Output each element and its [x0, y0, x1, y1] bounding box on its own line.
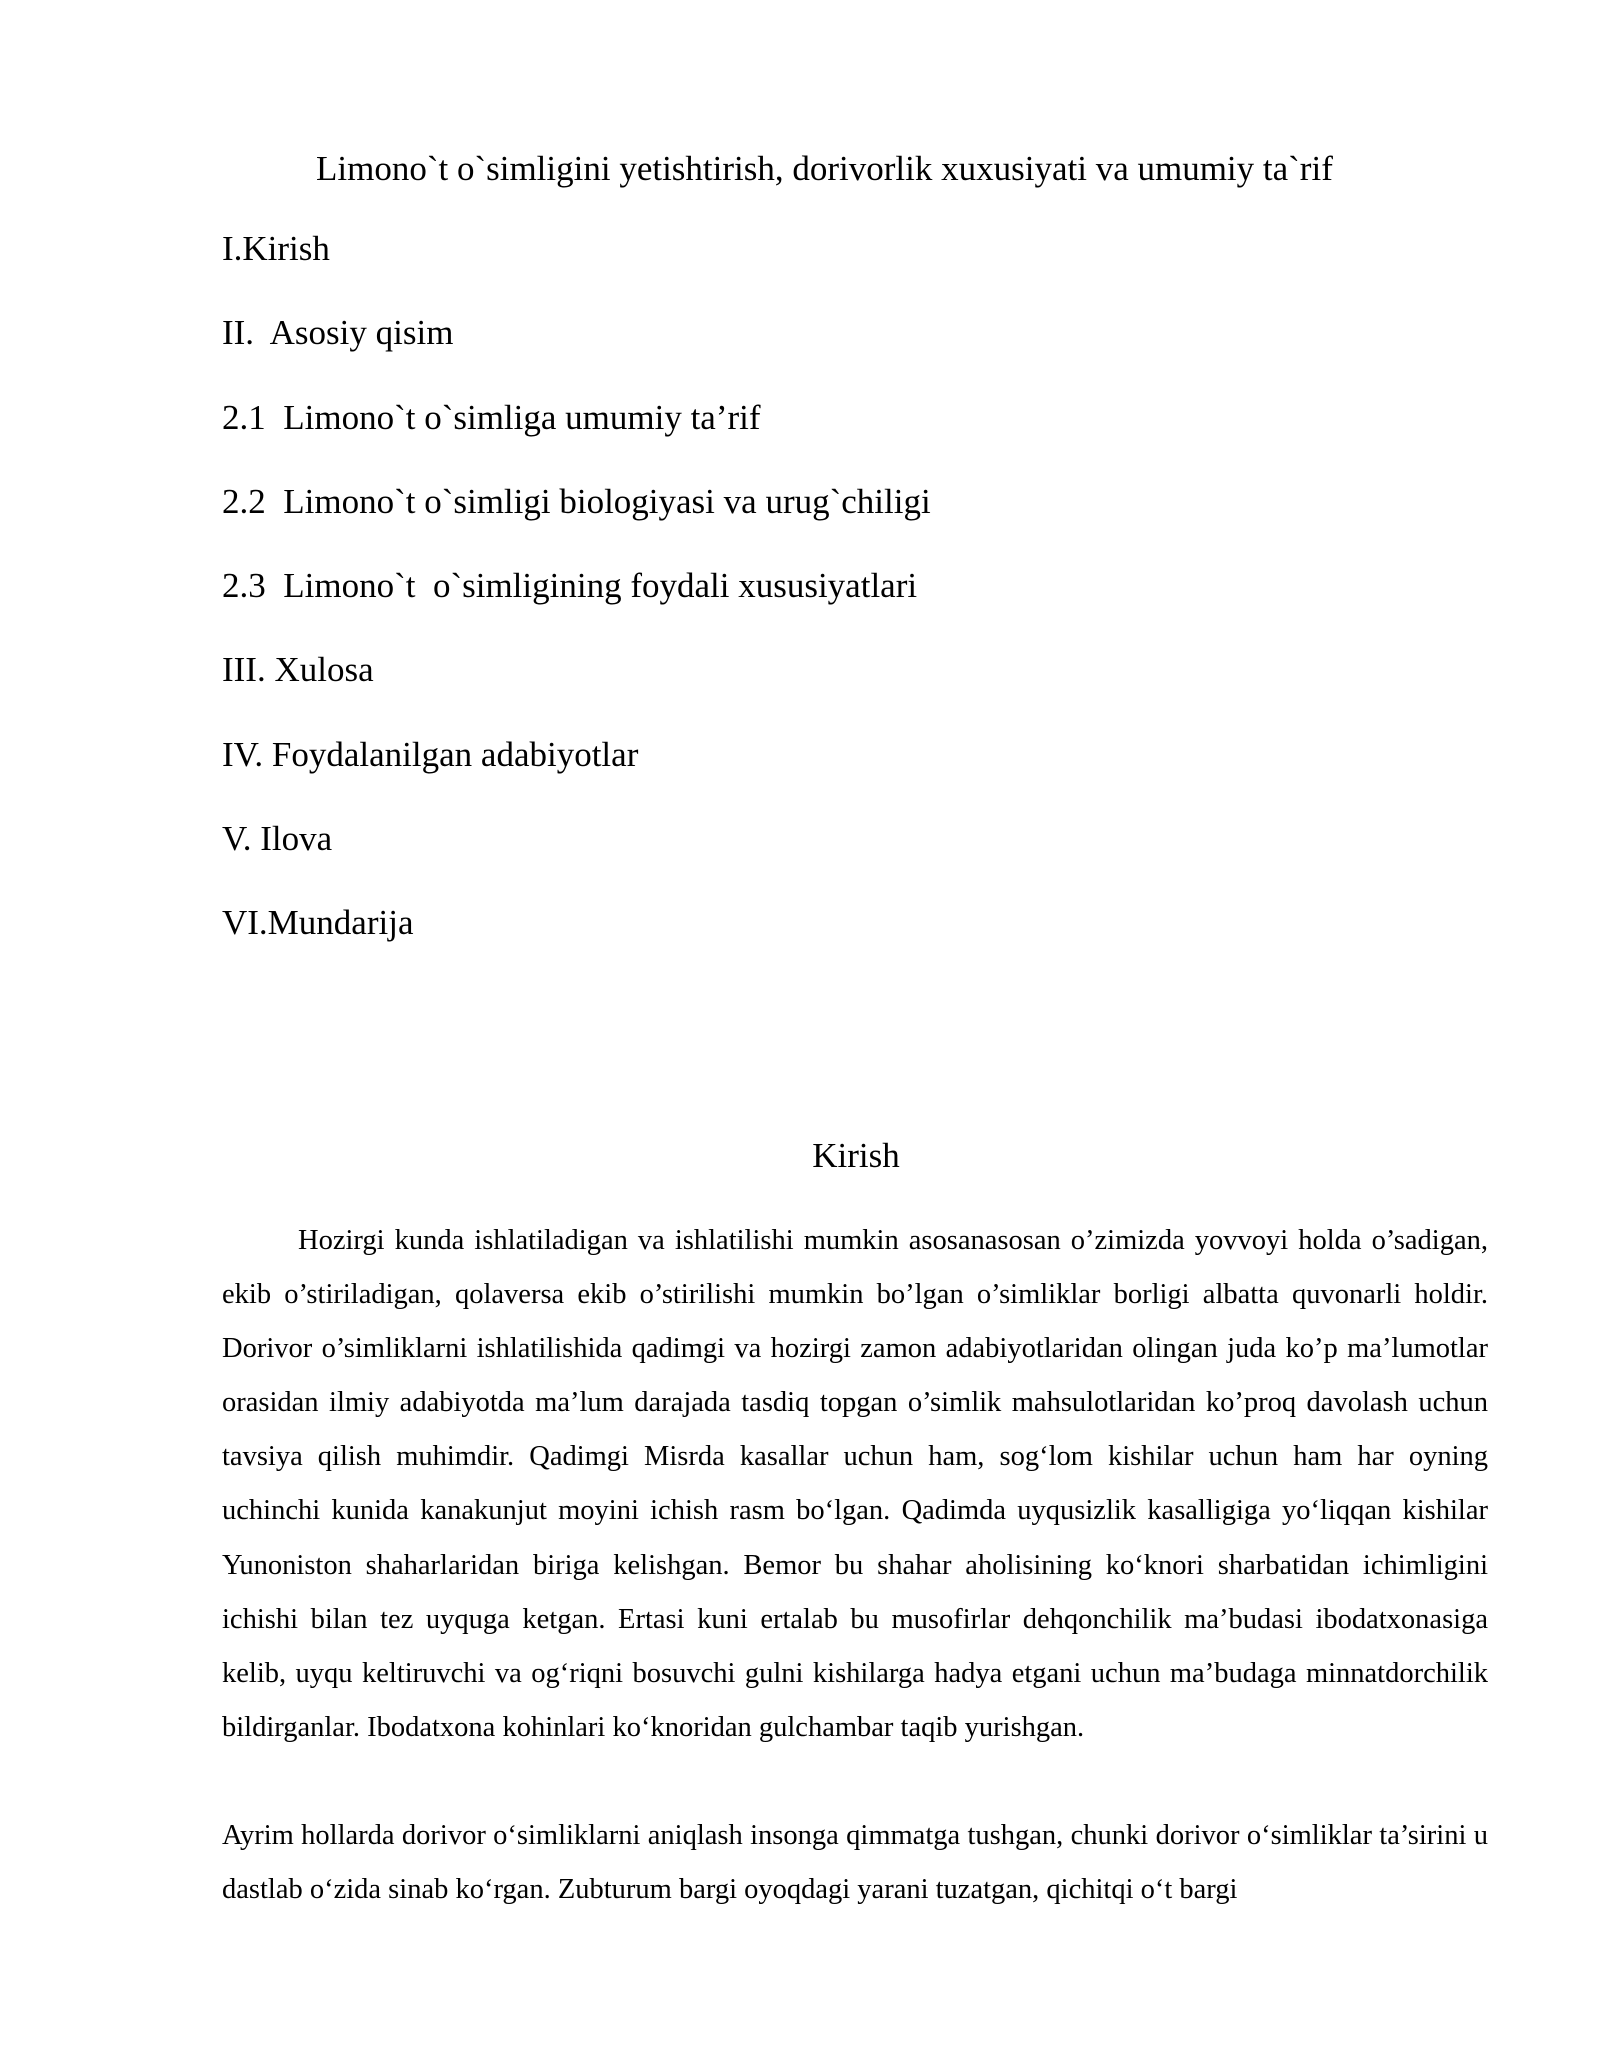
table-of-contents [222, 226, 931, 985]
toc-item-2-2: 2.2 Limono`t o`simligi biologiyasi va urug`chiligi [222, 481, 931, 521]
toc-item-adabiyotlar: IV. Foydalanilgan adabiyotlar [222, 734, 639, 774]
toc-item-asosiy-qisim: II. Asosiy qisim [222, 313, 454, 353]
toc-item-kirish: I.Kirish [222, 229, 330, 268]
body-paragraph-1: Hozirgi kunda ishlatiladigan va ishlatilishi mumkin asosanasosan o’zimizda yovvoyi holda o’sadigan, ekib o’stiriladigan, qolaversa ekib o’stirilishi mumkin bo’lgan o’simliklar borligi albatta quvonarli holdir. Dorivor o’simliklarni ishlatilishida qadimgi va hozirgi zamon adabiyotlaridan olingan juda ko’p ma’lumotlar orasidan ilmiy adabiyotda ma’lum darajada tasdiq topgan o’simlik mahsulotlaridan ko’proq davolash uchun tavsiya qilish muhimdir. Qadimgi Misrda kasallar uchun ham, sog‘lom kishilar uchun ham har oyning uchinchi kunida kanakunjut moyini ichish rasm bo‘lgan. Qadimda uyqusizlik kasalligiga yo‘liqqan kishilar Yunoniston shaharlaridan biriga kelishgan. Bemor bu shahar aholisining ko‘knori sharbatidan ichimligini ichishi bilan tez uyquga ketgan. Ertasi kuni ertalab bu musofirlar dehqonchilik ma’budasi ibodatxonasiga kelib, uyqu keltiruvchi va og‘riqni bosuvchi gulni kishilarga hadya etgani uchun ma’budaga minnatdorchilik bildirganlar. Ibodatxona kohinlari ko‘knoridan gulchambar taqib yurishgan. [222, 1225, 1488, 1743]
section-heading-kirish: Kirish [812, 1136, 900, 1175]
toc-item-xulosa: III. Xulosa [222, 650, 374, 690]
toc-item-2-1: 2.1 Limono`t o`simliga umumiy ta’rif [222, 397, 761, 437]
toc-item-mundarija: VI.Mundarija [222, 903, 414, 943]
toc-item-ilova: V. Ilova [222, 819, 333, 859]
toc-item-2-3: 2.3 Limono`t o`simligining foydali xususiyatlari [222, 566, 918, 606]
document-title: Limono`t o`simligini yetishtirish, dorivorlik xuxusiyati va umumiy ta`rif [316, 149, 1333, 188]
body-paragraph-2: Ayrim hollarda dorivor o‘simliklarni aniqlash insonga qimmatga tushgan, chunki dorivor o‘simliklar ta’sirini u dastlab o‘zida sinab ko‘rgan. Zubturum bargi oyoqdagi yarani tuzatgan, qichitqi o‘t bargi [222, 1820, 1488, 1906]
